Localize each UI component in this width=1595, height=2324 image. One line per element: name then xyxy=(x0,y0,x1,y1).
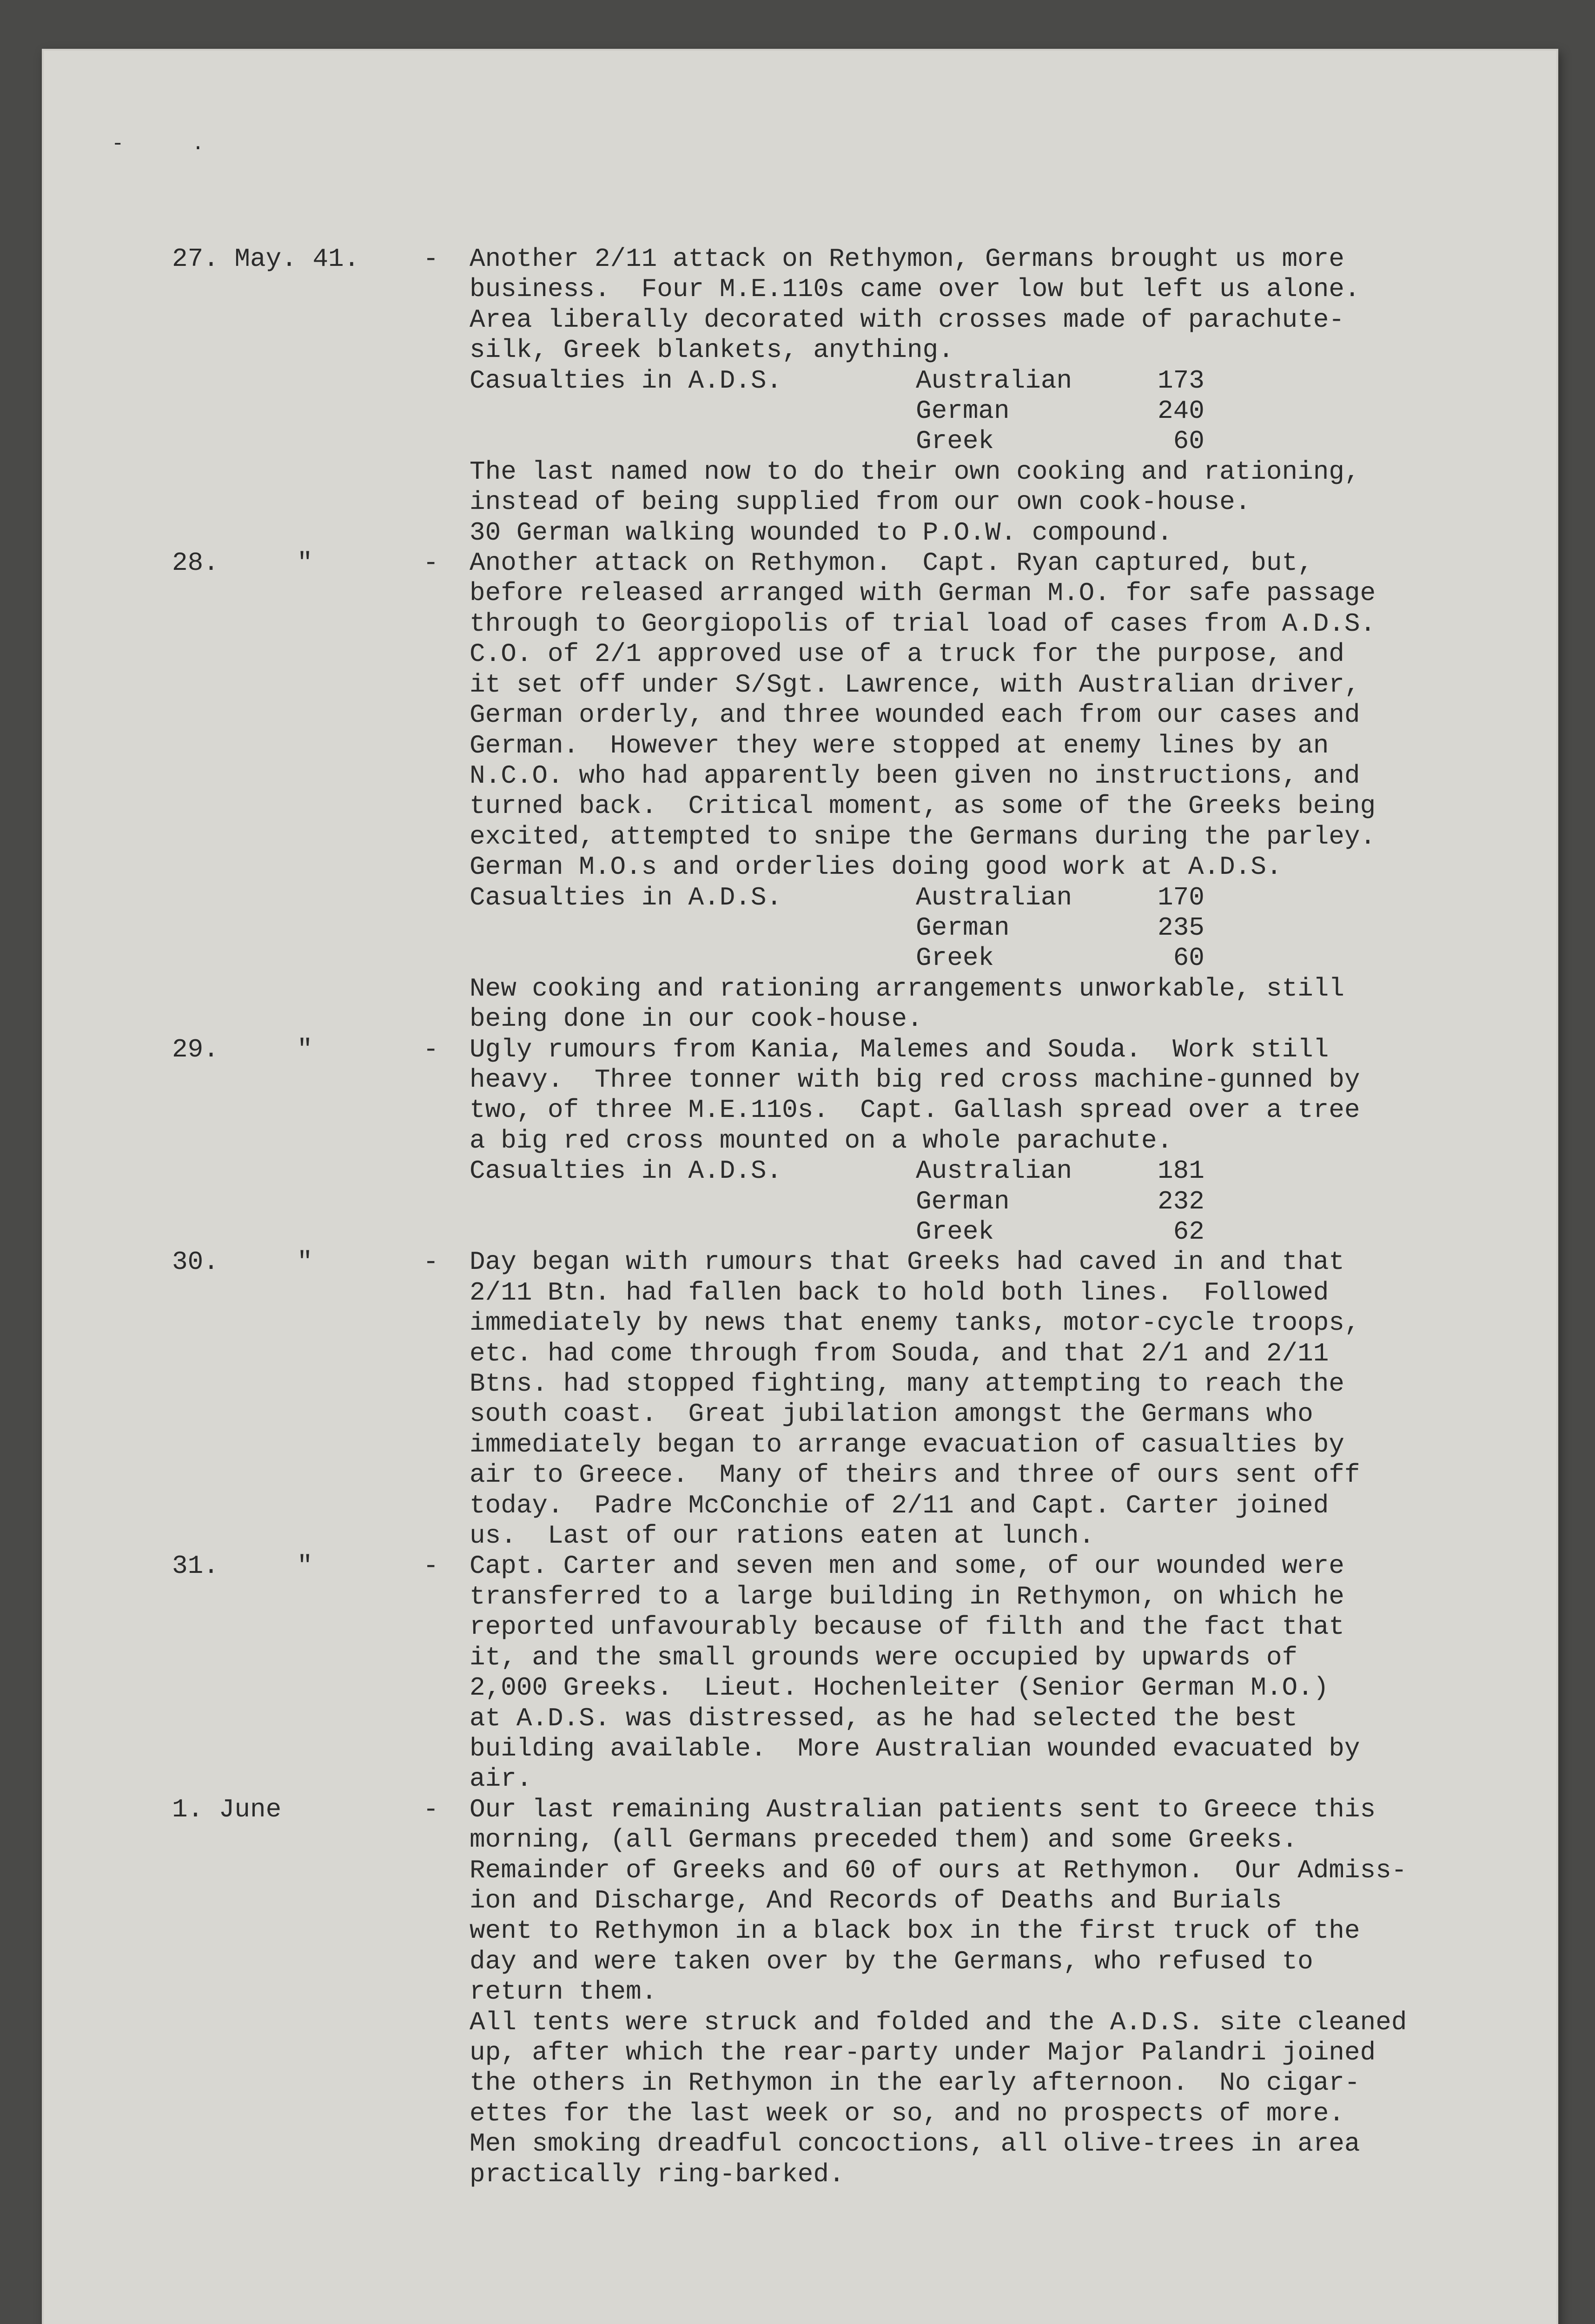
text-line: immediately began to arrange evacuation of casualties by xyxy=(470,1429,1344,1459)
text-line: 2/11 Btn. had fallen back to hold both lines. Followed xyxy=(470,1277,1329,1307)
text-line: German. However they were stopped at enemy lines by an xyxy=(470,730,1329,760)
text-line: air. xyxy=(470,1764,532,1794)
casualty-label xyxy=(470,1217,916,1247)
casualty-label: Casualties in A.D.S. xyxy=(470,882,782,912)
entry-dash: - xyxy=(423,1247,439,1277)
casualty-label xyxy=(470,913,916,943)
diary-entry xyxy=(172,244,1567,548)
casualty-row xyxy=(470,396,1567,426)
text-line: two, of three M.E.110s. Capt. Gallash spread over a tree xyxy=(470,1095,1360,1125)
entry-dash: - xyxy=(423,244,439,274)
text-line: today. Padre McConchie of 2/11 and Capt. Carter joined xyxy=(470,1490,1329,1520)
text-line: it set off under S/Sgt. Lawrence, with Australian driver, xyxy=(470,669,1360,700)
text-line: excited, attempted to snipe the Germans during the parley. xyxy=(470,821,1376,852)
casualty-nation: Greek xyxy=(916,426,994,456)
casualty-count: 173 xyxy=(1158,365,1205,396)
casualty-row xyxy=(470,426,1567,456)
text-line: morning, (all Germans preceded them) and some Greeks. xyxy=(470,1825,1298,1855)
casualty-label xyxy=(470,396,916,426)
text-line: Capt. Carter and seven men and some, of our wounded were xyxy=(470,1551,1344,1581)
text-line: ion and Discharge, And Records of Deaths and Burials xyxy=(470,1885,1282,1915)
text-line: Btns. had stopped fighting, many attempting to reach the xyxy=(470,1369,1344,1399)
text-line: south coast. Great jubilation amongst the Germans who xyxy=(470,1399,1313,1429)
text-line: Men smoking dreadful concoctions, all olive-trees in area xyxy=(470,2129,1360,2159)
text-line: immediately by news that enemy tanks, motor-cycle troops, xyxy=(470,1308,1360,1338)
text-line: Our last remaining Australian patients sent to Greece this xyxy=(470,1794,1376,1824)
text-line: New cooking and rationing arrangements unworkable, still xyxy=(470,973,1344,1004)
casualty-row xyxy=(470,883,1567,913)
text-line: 2,000 Greeks. Lieut. Hochenleiter (Senior German M.O.) xyxy=(470,1673,1329,1703)
entry-dash: - xyxy=(423,1551,439,1581)
text-line: return them. xyxy=(470,1977,657,2007)
text-line: it, and the small grounds were occupied by upwards of xyxy=(470,1642,1298,1672)
diary-entry xyxy=(172,548,1567,1035)
text-line: Day began with rumours that Greeks had caved in and that xyxy=(470,1247,1344,1277)
entry-body xyxy=(470,1551,1567,1794)
entry-date: 1. June xyxy=(172,1794,282,1824)
entry-body xyxy=(470,1035,1567,1248)
casualty-count: 60 xyxy=(1158,426,1205,456)
casualty-label xyxy=(470,943,916,973)
diary-entry xyxy=(172,1247,1567,1551)
entry-dash: - xyxy=(423,1794,439,1824)
entry-dash: - xyxy=(423,1034,439,1064)
casualty-label xyxy=(470,1187,916,1217)
text-line: Another 2/11 attack on Rethymon, Germans brought us more xyxy=(470,244,1344,274)
casualty-nation: German xyxy=(916,1186,1010,1216)
text-line: C.O. of 2/1 approved use of a truck for the purpose, and xyxy=(470,639,1344,669)
text-line: Remainder of Greeks and 60 of ours at Rethymon. Our Admiss- xyxy=(470,1855,1407,1885)
text-line: practically ring-barked. xyxy=(470,2159,845,2189)
diary-entry xyxy=(172,1035,1567,1248)
casualty-nation: Greek xyxy=(916,943,994,973)
text-line: etc. had come through from Souda, and that 2/1 and 2/11 xyxy=(470,1338,1329,1368)
document-page xyxy=(42,49,1558,2324)
casualty-count: 181 xyxy=(1158,1156,1205,1186)
entry-body xyxy=(470,1795,1567,2190)
casualty-row xyxy=(470,943,1567,973)
entry-body xyxy=(470,1247,1567,1551)
casualty-label: Casualties in A.D.S. xyxy=(470,365,782,396)
casualty-count: 170 xyxy=(1158,882,1205,912)
text-line: before released arranged with German M.O. for safe passage xyxy=(470,578,1376,608)
text-line: reported unfavourably because of filth and the fact that xyxy=(470,1612,1344,1642)
entry-date: 31. " xyxy=(172,1551,313,1581)
text-line: instead of being supplied from our own cook-house. xyxy=(470,487,1251,517)
entry-date: 27. May. 41. xyxy=(172,244,360,274)
text-line: Ugly rumours from Kania, Malemes and Souda. Work still xyxy=(470,1034,1329,1064)
text-line: air to Greece. Many of theirs and three of ours sent off xyxy=(470,1460,1360,1490)
text-line: All tents were struck and folded and the A.D.S. site cleaned xyxy=(470,2007,1407,2037)
text-line: heavy. Three tonner with big red cross machine-gunned by xyxy=(470,1064,1360,1095)
casualty-nation: German xyxy=(916,396,1010,426)
text-line: the others in Rethymon in the early afternoon. No cigar- xyxy=(470,2068,1360,2098)
casualty-row xyxy=(470,1156,1567,1186)
text-line: silk, Greek blankets, anything. xyxy=(470,335,954,365)
casualty-count: 232 xyxy=(1158,1186,1205,1216)
text-line: 30 German walking wounded to P.O.W. compound. xyxy=(470,517,1173,548)
casualty-label: Casualties in A.D.S. xyxy=(470,1156,782,1186)
text-line: a big red cross mounted on a whole parachute. xyxy=(470,1125,1173,1155)
text-line: German M.O.s and orderlies doing good work at A.D.S. xyxy=(470,852,1282,882)
casualty-nation: Australian xyxy=(916,1156,1072,1186)
text-line: went to Rethymon in a black box in the first truck of the xyxy=(470,1916,1360,1946)
text-line: being done in our cook-house. xyxy=(470,1004,923,1034)
text-line: N.C.O. who had apparently been given no instructions, and xyxy=(470,760,1360,791)
entry-date: 28. " xyxy=(172,548,313,578)
casualty-row xyxy=(470,1187,1567,1217)
text-line: day and were taken over by the Germans, who refused to xyxy=(470,1946,1313,1976)
diary-entries xyxy=(172,244,1567,2190)
text-line: through to Georgiopolis of trial load of cases from A.D.S. xyxy=(470,608,1376,639)
text-line: transferred to a large building in Rethymon, on which he xyxy=(470,1581,1344,1611)
text-line: building available. More Australian wounded evacuated by xyxy=(470,1733,1360,1763)
margin-marks: - . xyxy=(112,132,232,156)
text-line: ettes for the last week or so, and no prospects of more. xyxy=(470,2098,1344,2128)
text-line: up, after which the rear-party under Major Palandri joined xyxy=(470,2037,1376,2067)
entry-dash: - xyxy=(423,548,439,578)
casualty-label xyxy=(470,426,916,456)
casualty-row xyxy=(470,1217,1567,1247)
text-line: The last named now to do their own cooking and rationing, xyxy=(470,456,1360,487)
text-line: Another attack on Rethymon. Capt. Ryan captured, but, xyxy=(470,548,1313,578)
casualty-nation: German xyxy=(916,912,1010,943)
entry-body xyxy=(470,244,1567,548)
diary-entry xyxy=(172,1795,1567,2190)
diary-entry xyxy=(172,1551,1567,1794)
text-line: at A.D.S. was distressed, as he had selected the best xyxy=(470,1703,1298,1733)
entry-body xyxy=(470,548,1567,1035)
casualty-nation: Australian xyxy=(916,365,1072,396)
casualty-nation: Australian xyxy=(916,882,1072,912)
text-line: Area liberally decorated with crosses made of parachute- xyxy=(470,304,1344,335)
text-line: turned back. Critical moment, as some of the Greeks being xyxy=(470,791,1376,821)
casualty-count: 62 xyxy=(1158,1217,1205,1247)
casualty-nation: Greek xyxy=(916,1217,994,1247)
text-line: German orderly, and three wounded each from our cases and xyxy=(470,700,1360,730)
casualty-count: 240 xyxy=(1158,396,1205,426)
casualty-row xyxy=(470,366,1567,396)
entry-date: 29. " xyxy=(172,1034,313,1064)
casualty-row xyxy=(470,913,1567,943)
entry-date: 30. " xyxy=(172,1247,313,1277)
text-line: us. Last of our rations eaten at lunch. xyxy=(470,1521,1095,1551)
text-line: business. Four M.E.110s came over low but left us alone. xyxy=(470,274,1360,304)
casualty-count: 60 xyxy=(1158,943,1205,973)
casualty-count: 235 xyxy=(1158,912,1205,943)
